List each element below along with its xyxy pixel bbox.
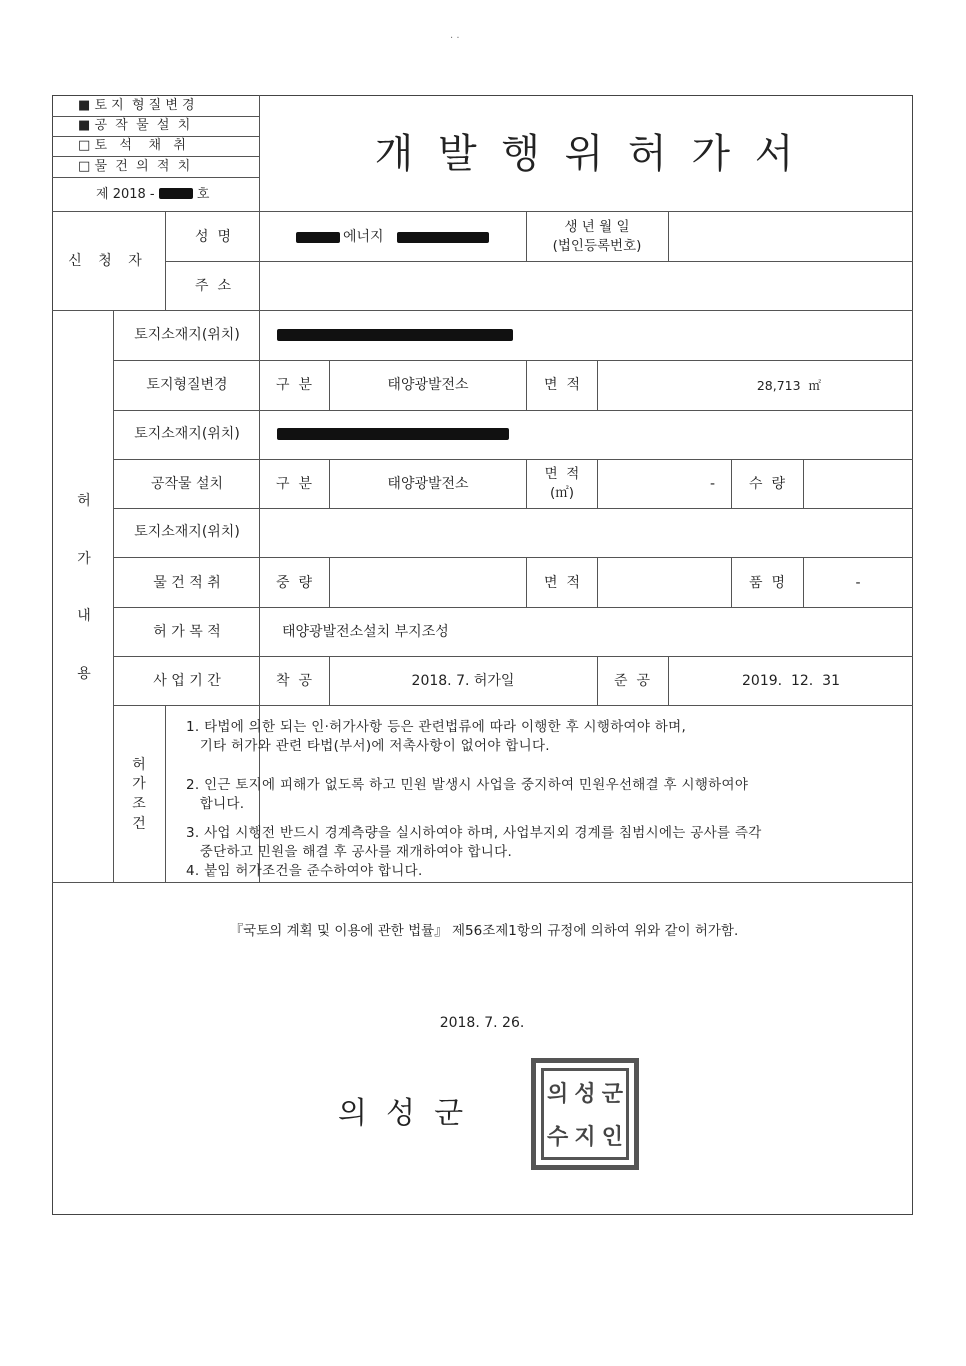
goods-label: 물 건 적 취 <box>153 575 221 591</box>
rule <box>259 95 260 882</box>
start-value: 2018. 7. 허가일 <box>411 673 515 689</box>
quantity-label: 수 량 <box>749 476 785 492</box>
rule <box>52 211 913 212</box>
end-value: 2019. 12. 31 <box>742 673 840 689</box>
rule <box>113 459 913 460</box>
rule <box>526 459 527 508</box>
checkbox-empty: □ <box>78 138 91 153</box>
applicant-section-label: 신 청 자 <box>68 253 148 269</box>
area-label: 면 적 <box>544 575 580 591</box>
type-label: 중 량 <box>276 575 312 591</box>
checklist-item-goods: □ 물 건 의 적 치 <box>78 159 191 174</box>
top-marks: . . <box>450 30 460 41</box>
category-label: 구 분 <box>276 476 312 492</box>
rule <box>113 705 913 706</box>
permit-section-label-char: 가 <box>77 551 91 567</box>
rule <box>731 557 732 607</box>
redaction <box>397 232 489 243</box>
location-label: 토지소재지(위치) <box>134 524 240 540</box>
condition-line: 4. 붙임 허가조건을 준수하여야 합니다. <box>186 863 423 879</box>
condition-line: 합니다. <box>186 796 245 812</box>
permit-section-label-char: 내 <box>77 608 91 624</box>
permit-section-label-char: 용 <box>77 666 91 682</box>
rule <box>668 656 669 705</box>
start-label: 착 공 <box>276 673 312 689</box>
birth-label: 생 년 월 일 <box>564 219 630 235</box>
rule <box>113 360 913 361</box>
item-label: 품 명 <box>749 575 785 591</box>
checklist-item-quarry: □ 토 석 채 취 <box>78 138 186 153</box>
category-label: 구 분 <box>276 377 312 393</box>
end-label: 준 공 <box>614 673 650 689</box>
location-label: 토지소재지(위치) <box>134 426 240 442</box>
location-label: 토지소재지(위치) <box>134 327 240 343</box>
period-label: 사 업 기 간 <box>153 673 221 689</box>
seal-char: 수 <box>547 1124 569 1150</box>
area-unit-label: (㎡) <box>549 485 575 501</box>
land-change-category: 태양광발전소 <box>387 377 469 393</box>
structure-area-value: - <box>710 476 716 492</box>
rule <box>113 310 114 882</box>
issuer-name: 의 성 군 <box>338 1096 464 1131</box>
seal-char: 지 <box>574 1124 596 1150</box>
corp-reg-label: (법인등록번호) <box>552 238 642 254</box>
conditions-label-char: 가 <box>132 776 146 792</box>
conditions-label-char: 조 <box>132 796 146 812</box>
condition-line: 3. 사업 시행전 반드시 경계측량을 실시하여야 하며, 사업부지외 경계를 침범시에는 공사를 즉각 <box>186 825 762 841</box>
rule <box>526 211 527 261</box>
rule <box>113 656 913 657</box>
rule <box>731 459 732 508</box>
rule <box>329 459 330 508</box>
conditions-label-char: 건 <box>132 816 146 832</box>
issue-date: 2018. 7. 26. <box>439 1015 525 1031</box>
land-area-value: 28,713 ㎡ <box>756 378 821 393</box>
redaction <box>277 428 509 440</box>
redaction <box>296 232 340 243</box>
structure-label: 공작물 설치 <box>150 476 224 492</box>
rule <box>329 656 330 705</box>
seal-char: 의 <box>547 1081 569 1107</box>
official-seal <box>531 1058 639 1170</box>
rule <box>52 136 260 137</box>
checklist-item-land-change: ■ 토 지 형 질 변 경 <box>78 98 195 113</box>
rule <box>597 557 598 607</box>
redaction <box>277 329 513 341</box>
rule <box>52 882 913 883</box>
checkbox-filled: ■ <box>78 118 91 133</box>
area-label: 면 적 <box>544 377 580 393</box>
rule <box>165 705 166 882</box>
redaction <box>159 188 193 199</box>
name-label: 성 명 <box>195 229 231 245</box>
condition-line: 2. 인근 토지에 피해가 없도록 하고 민원 발생시 사업을 중지하여 민원우선해결 후 시행하여야 <box>186 777 749 793</box>
rule <box>52 116 260 117</box>
address-label: 주 소 <box>195 278 231 294</box>
condition-line: 기타 허가와 관련 타법(부서)에 저촉사항이 없어야 합니다. <box>186 738 550 754</box>
condition-line: 1. 타법에 의한 되는 인·허가사항 등은 관련법류에 따라 이행한 후 시행하여야 하며, <box>186 719 687 735</box>
name-value: 에너지 <box>343 229 384 245</box>
doc-number: 제 2018 - 호 <box>96 187 210 202</box>
structure-category: 태양광발전소 <box>387 476 469 492</box>
rule <box>113 607 913 608</box>
rule <box>52 310 913 311</box>
purpose-label: 허 가 목 적 <box>153 624 221 640</box>
rule <box>803 557 804 607</box>
rule <box>113 410 913 411</box>
area-label: 면 적 <box>544 466 580 482</box>
rule <box>668 211 669 261</box>
document-frame <box>52 95 913 1215</box>
land-change-label: 토지형질변경 <box>146 377 228 393</box>
conditions-label-char: 허 <box>132 757 146 773</box>
rule <box>597 360 598 410</box>
checklist-item-structure: ■ 공 작 물 설 치 <box>78 118 191 133</box>
seal-char: 인 <box>601 1124 623 1150</box>
rule <box>803 459 804 508</box>
rule <box>52 177 260 178</box>
rule <box>165 261 913 262</box>
rule <box>52 156 260 157</box>
rule <box>526 360 527 410</box>
permit-section-label-char: 허 <box>77 493 91 509</box>
checkbox-empty: □ <box>78 159 91 174</box>
page-title: 개 발 행 위 허 가 서 <box>374 131 800 177</box>
seal-char: 성 <box>574 1081 596 1107</box>
rule <box>113 557 913 558</box>
condition-line: 중단하고 민원을 해결 후 공사를 재개하여야 합니다. <box>186 844 513 860</box>
purpose-value: 태양광발전소설치 부지조성 <box>282 624 449 640</box>
rule <box>329 360 330 410</box>
checkbox-filled: ■ <box>78 98 91 113</box>
item-value: - <box>855 575 861 591</box>
seal-char: 군 <box>601 1081 623 1107</box>
legal-statement: 『국토의 계획 및 이용에 관한 법률』 제56조제1항의 규정에 의하여 위와 같이 허가함. <box>229 923 739 939</box>
rule <box>597 459 598 508</box>
rule <box>165 211 166 310</box>
rule <box>526 557 527 607</box>
rule <box>597 656 598 705</box>
rule <box>113 508 913 509</box>
rule <box>329 557 330 607</box>
